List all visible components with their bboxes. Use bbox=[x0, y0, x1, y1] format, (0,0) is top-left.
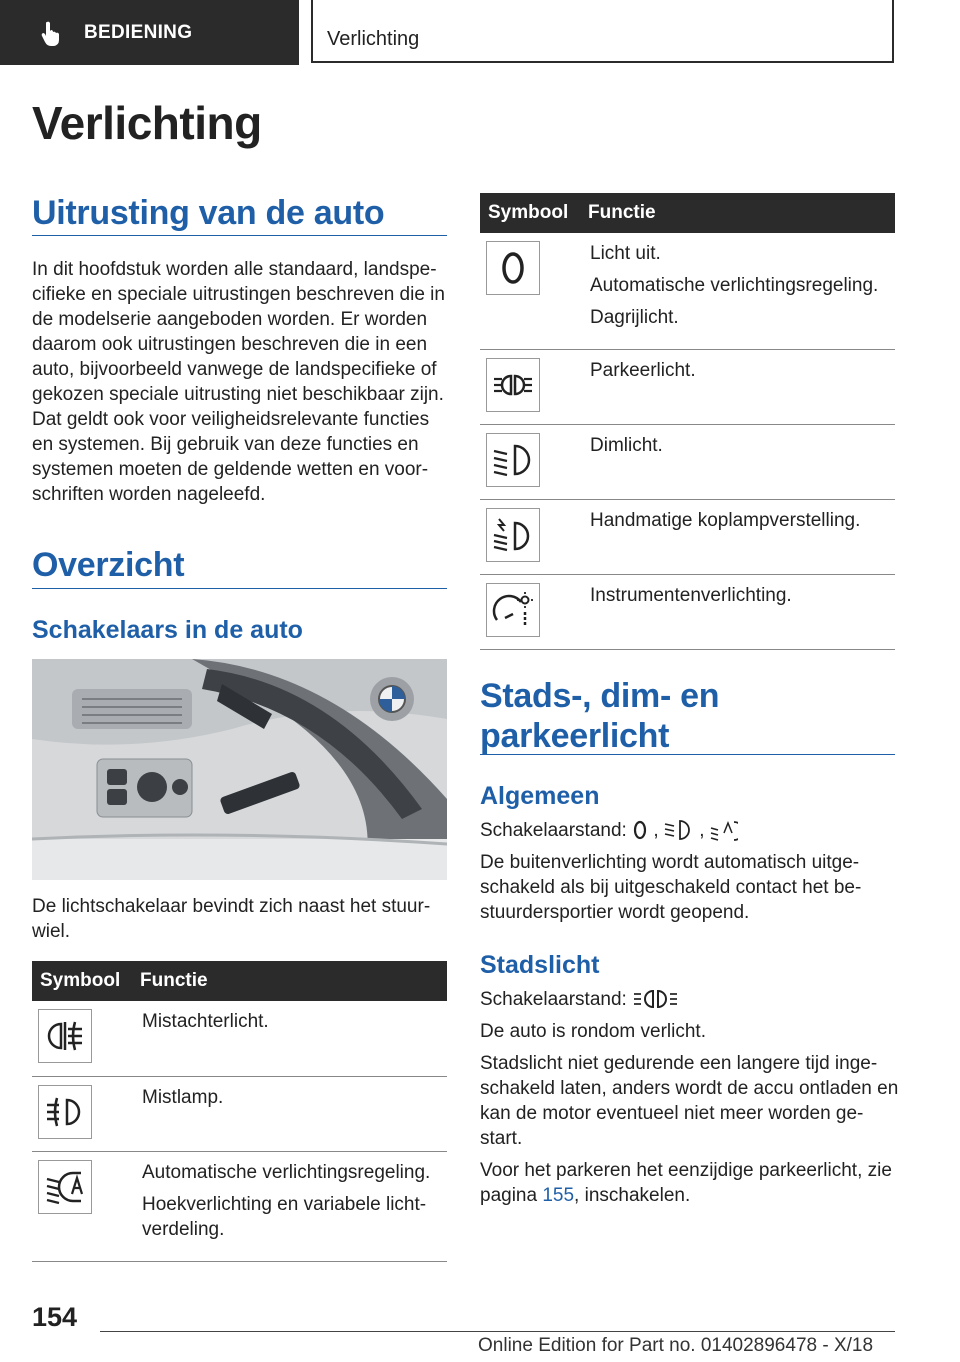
city-light-section: Schakelaarstand: De auto is rondom verlicht. Stadslicht niet gedurende een langere tijd inge‐ schakeld laten, anders wordt de accu ontladen en kan de motor eventueel niet meer worden ge‐ start. Voor het parkeren het eenzijdige parkeerlicht, zie pagina 155, inschakelen. bbox=[480, 989, 899, 1206]
general-section: Schakelaarstand: , , De buitenverlichting wordt automatisch uitge‐ schakeld als bij uitgeschakeld contact het be‐ stuurdersportier wordt geopend. bbox=[480, 820, 862, 923]
instrument-lighting-icon bbox=[491, 590, 535, 630]
chapter-label: Verlichting bbox=[327, 28, 420, 50]
heading-rule bbox=[480, 754, 895, 755]
light-switch-photo bbox=[32, 659, 447, 880]
table-row: Instrumentenverlichting. bbox=[480, 575, 895, 650]
heading-rule bbox=[32, 588, 447, 589]
col-function: Functie bbox=[132, 961, 447, 1001]
table-row: Parkeerlicht. bbox=[480, 350, 895, 425]
light-off-icon bbox=[491, 248, 535, 288]
table-row: Mistlamp. bbox=[32, 1076, 447, 1151]
heading-city-light: Stadslicht bbox=[480, 951, 600, 979]
symbol-table-right bbox=[480, 193, 895, 650]
heading-rule bbox=[32, 235, 447, 236]
table-row: Licht uit. Automatische verlichtingsregeling. Dagrijlicht. bbox=[480, 233, 895, 350]
hand-pointer-icon bbox=[40, 20, 64, 46]
auto-headlight-icon bbox=[43, 1167, 87, 1207]
low-beam-icon bbox=[664, 819, 694, 841]
light-off-icon bbox=[632, 819, 648, 841]
table-row: Mistachterlicht. bbox=[32, 1001, 447, 1076]
headlight-range-icon bbox=[491, 515, 535, 555]
edition-note: Online Edition for Part no. 01402896478 - X/18 bbox=[478, 1335, 874, 1356]
photo-caption: De lichtschakelaar bevindt zich naast het stuur‐ wiel. bbox=[32, 896, 431, 942]
low-beam-icon bbox=[491, 440, 535, 480]
col-function: Functie bbox=[580, 193, 895, 233]
parking-light-icon bbox=[491, 365, 535, 405]
heading-switches: Schakelaars in de auto bbox=[32, 616, 303, 644]
table-row: Dimlicht. bbox=[480, 425, 895, 500]
parking-light-icon bbox=[632, 988, 682, 1010]
symbol-table-left bbox=[32, 961, 447, 1262]
page-number: 154 bbox=[32, 1302, 78, 1332]
chapter-header bbox=[311, 0, 894, 63]
col-symbol: Symbool bbox=[32, 961, 132, 1001]
heading-equipment: Uitrusting van de auto bbox=[32, 194, 385, 232]
section-tab bbox=[0, 0, 299, 65]
fog-lamp-icon bbox=[43, 1092, 87, 1132]
col-symbol: Symbool bbox=[480, 193, 580, 233]
equipment-text: In dit hoofdstuk worden alle standaard, landspe‐ cifieke en speciale uitrustingen beschreven die in de modelserie aangeboden worden. Er worden daarom ook uitrustingen beschreven die in een auto, bijvoorbeeld vanwege de landspecifieke of gekozen speciale uitrusting niet beschikbaar zijn. Dat geldt ook voor veiligheidsrelevante functies en systemen. Bij gebruik van deze functies en systemen moeten de geldende wetten en voor‐ schriften worden nageleefd. bbox=[32, 259, 445, 505]
table-row: Automatische verlichtingsregeling. Hoekverlichting en variabele licht‐ verdeling. bbox=[32, 1151, 447, 1261]
page-title: Verlichting bbox=[32, 97, 262, 149]
section-label: BEDIENING bbox=[84, 21, 193, 43]
heading-general: Algemeen bbox=[480, 782, 600, 810]
auto-headlight-icon bbox=[710, 819, 738, 841]
table-row: Handmatige koplampverstelling. bbox=[480, 500, 895, 575]
page-link-155[interactable]: 155 bbox=[542, 1185, 575, 1206]
rear-fog-light-icon bbox=[43, 1016, 87, 1056]
footer-rule bbox=[100, 1331, 895, 1332]
heading-overview: Overzicht bbox=[32, 546, 185, 584]
heading-city-low-parking: Stads-, dim- en parkeerlicht bbox=[480, 677, 720, 755]
